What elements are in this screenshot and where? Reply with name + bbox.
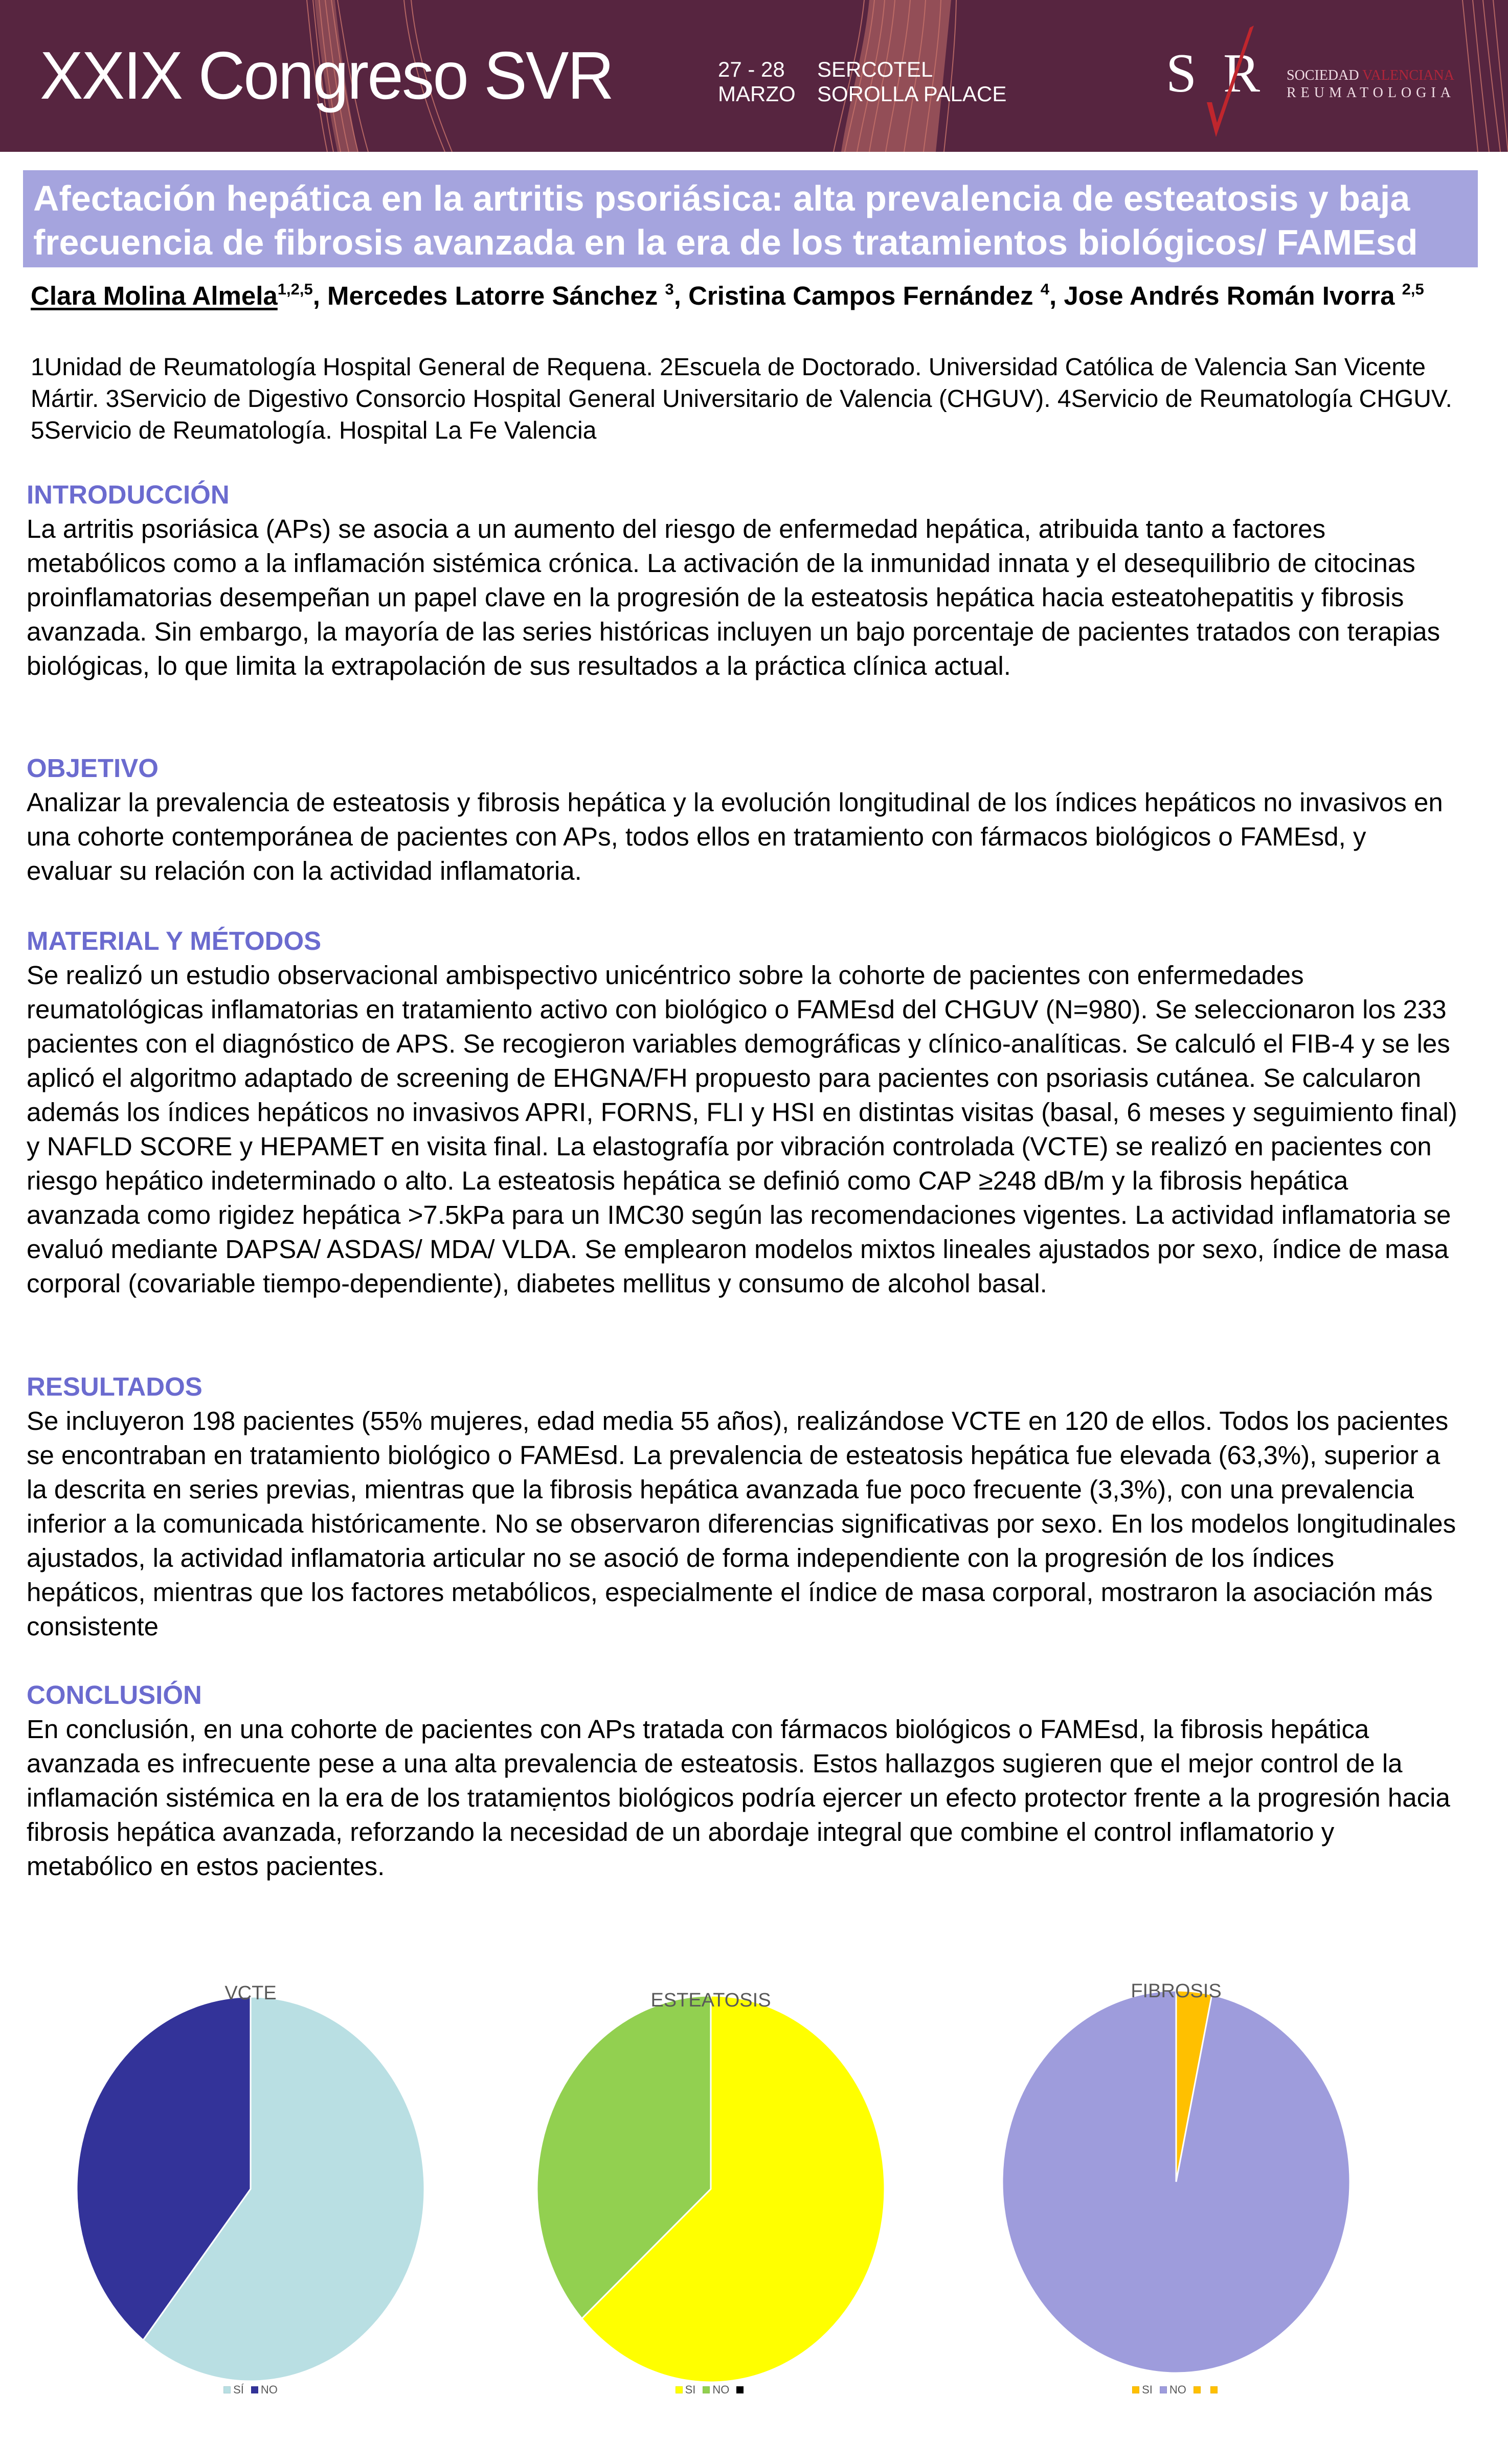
logo-letter-r: R	[1223, 43, 1261, 104]
author-list	[31, 280, 1462, 312]
author: , Cristina Campos Fernández	[673, 281, 1041, 310]
section-conclusion	[27, 1678, 1458, 1883]
pie-chart-esteatosis	[491, 1963, 931, 2413]
poster-title-line-1: Afectación hepática en la artritis psoriásica: alta prevalencia de esteatosis y baja	[33, 178, 1410, 218]
pie-chart-vcte	[31, 1963, 470, 2413]
logo-sociedad-valenciana	[1287, 67, 1454, 84]
legend-label: NO	[1169, 2383, 1186, 2396]
logo-word-sociedad: SOCIEDAD	[1287, 67, 1359, 83]
author-affiliation-sup: 3	[665, 280, 674, 298]
legend-swatch	[1194, 2386, 1201, 2393]
section-body: Se incluyeron 198 pacientes (55% mujeres, edad media 55 años), realizándose VCTE en 120 de ellos. Todos los pacientes se encontraban en tratamiento biológico o FAMEsd. La prevalencia de esteatosis hepática fue elevada (63,3%), superior a la descrita en series previas, mientras que la fibrosis hepática avanzada fue poco frecuente (3,3%), con una prevalencia inferior a la comunicada históricamente. No se observaron diferencias significativas por sexo. En los modelos longitudinales ajustados, la actividad inflamatoria articular no se asoció de forma independiente con la progresión de los índices hepáticos, mientras que los factores metabólicos, especialmente el índice de masa corporal, mostraron la asociación más consistente	[27, 1406, 1456, 1641]
chart-legend	[31, 2383, 470, 2397]
chart-title: FIBROSIS	[1131, 1980, 1222, 2002]
legend-label: SI	[685, 2383, 696, 2396]
legend-swatch	[223, 2386, 231, 2393]
checkmark-icon	[1186, 26, 1261, 143]
chart-legend	[956, 2383, 1396, 2397]
conference-name: XXIX Congreso SVR	[40, 38, 613, 113]
legend-label: NO	[260, 2383, 278, 2396]
svr-logo	[1166, 43, 1455, 123]
pie-chart-fibrosis	[956, 1963, 1396, 2413]
author: , Jose Andrés Román Ivorra	[1049, 281, 1402, 310]
legend-item	[1132, 2383, 1153, 2397]
legend-swatch	[251, 2386, 258, 2393]
section-introduction	[27, 478, 1458, 683]
section-body: En conclusión, en una cohorte de pacientes con APs tratada con fármacos biológicos o FAMEsd, la fibrosis hepática avanzada es infrecuente pese a una alta prevalencia de esteatosis. Estos hallazgos sugieren que el mejor control de la inflamación sistémica en la era de los tratamiẹntos biológicos podría ejercer un efecto protector frente a la progresión hacia fibrosis hepática avanzada, reforzando la necesidad de un abordaje integral que combine el control inflamatorio y metabólico en estos pacientes.	[27, 1715, 1450, 1881]
chart-title: ESTEATOSIS	[650, 1990, 771, 2011]
pie-slice-no	[1002, 1991, 1350, 2373]
affiliations: 1Unidad de Reumatología Hospital General de Requena. 2Escuela de Doctorado. Universidad Católica de Valencia San Vicente Mártir. 3Servicio de Digestivo Consorcio Hospital General Universitario de Valencia (CHGUV). 4Servicio de Reumatología CHGUV. 5Servicio de Reumatología. Hospital La Fe Valencia	[31, 354, 1452, 444]
legend-swatch	[703, 2386, 710, 2393]
legend-swatch	[1160, 2386, 1167, 2393]
legend-label: SÍ	[233, 2383, 244, 2396]
legend-label: NO	[712, 2383, 730, 2396]
legend-item	[1194, 2386, 1203, 2393]
legend-item	[676, 2383, 696, 2397]
legend-item	[223, 2383, 244, 2397]
legend-label: SI	[1142, 2383, 1153, 2396]
legend-item	[1160, 2383, 1186, 2397]
section-heading: CONCLUSIÓN	[27, 1680, 202, 1709]
venue-name: SERCOTEL	[817, 57, 933, 81]
pie-svg	[956, 1963, 1396, 2382]
congress-header-banner	[0, 0, 1508, 152]
author-affiliation-sup: 1,2,5	[277, 280, 313, 298]
legend-swatch	[736, 2386, 744, 2393]
event-date-venue	[718, 57, 1006, 106]
event-month: MARZO	[718, 82, 796, 106]
author-affiliation-sup: 2,5	[1402, 280, 1424, 298]
author: , Mercedes Latorre Sánchez	[312, 281, 665, 310]
logo-letter-s: S	[1166, 43, 1197, 104]
legend-item	[703, 2383, 729, 2397]
poster-title-line-2: frecuencia de fibrosis avanzada en la era de los tratamientos biológicos/ FAMEsd	[33, 222, 1418, 262]
pie-svg	[491, 1963, 931, 2382]
section-heading: MATERIAL Y MÉTODOS	[27, 926, 322, 955]
section-results	[27, 1370, 1458, 1644]
section-heading: OBJETIVO	[27, 754, 159, 783]
section-heading: INTRODUCCIÓN	[27, 480, 230, 509]
section-heading: RESULTADOS	[27, 1372, 202, 1401]
pie-svg	[31, 1963, 470, 2382]
chart-title: VCTE	[224, 1982, 277, 2004]
presenting-author: Clara Molina Almela	[31, 281, 278, 310]
section-methods	[27, 924, 1458, 1301]
poster-title-box	[23, 170, 1478, 267]
legend-swatch	[1132, 2386, 1139, 2393]
logo-word-valenciana: VALENCIANA	[1362, 67, 1454, 83]
chart-legend	[491, 2383, 931, 2397]
author-affiliation-sup: 4	[1040, 280, 1049, 298]
section-objective	[27, 751, 1458, 888]
logo-reumatologia: REUMATOLOGIA	[1287, 85, 1455, 101]
legend-swatch	[1210, 2386, 1218, 2393]
legend-swatch	[676, 2386, 683, 2393]
section-body: Analizar la prevalencia de esteatosis y fibrosis hepática y la evolución longitudinal de los índices hepáticos no invasivos en una cohorte contemporánea de pacientes con APs, todos ellos en tratamiento con fármacos biológicos o FAMEsd, y evaluar su relación con la actividad inflamatoria.	[27, 788, 1443, 885]
legend-item	[251, 2383, 278, 2397]
venue-name-2: SOROLLA PALACE	[817, 82, 1007, 106]
legend-item	[736, 2386, 746, 2393]
section-body: Se realizó un estudio observacional ambispectivo unicéntrico sobre la cohorte de pacientes con enfermedades reumatológicas inflamatorias en tratamiento activo con biológico o FAMEsd del CHGUV (N=980). Se seleccionaron los 233 pacientes con el diagnóstico de APS. Se recogieron variables demográficas y clínico-analíticas. Se calculó el FIB-4 y se les aplicó el algoritmo adaptado de screening de EHGNA/FH propuesto para pacientes con psoriasis cutánea. Se calcularon además los índices hepáticos no invasivos APRI, FORNS, FLI y HSI en distintas visitas (basal, 6 meses y seguimiento final) y NAFLD SCORE y HEPAMET en visita final. La elastografía por vibración controlada (VCTE) se realizó en pacientes con riesgo hepático indeterminado o alto. La esteatosis hepática se definió como CAP ≥248 dB/m y la fibrosis hepática avanzada como rigidez hepática >7.5kPa para un IMC30 según las recomendaciones vigentes. La actividad inflamatoria se evaluó mediante DAPSA/ ASDAS/ MDA/ VLDA. Se emplearon modelos mixtos lineales ajustados por sexo, índice de masa corporal (covariable tiempo-dependiente), diabetes mellitus y consumo de alcohol basal.	[27, 961, 1457, 1298]
legend-item	[1210, 2386, 1220, 2393]
event-dates: 27 - 28	[718, 57, 785, 81]
section-body: La artritis psoriásica (APs) se asocia a un aumento del riesgo de enfermedad hepática, atribuida tanto a factores metabólicos como a la inflamación sistémica crónica. La activación de la inmunidad innata y el desequilibrio de citocinas proinflamatorias desempeñan un papel clave en la progresión de la esteatosis hepática hacia esteatohepatitis y fibrosis avanzada. Sin embargo, la mayoría de las series históricas incluyen un bajo porcentaje de pacientes tratados con terapias biológicas, lo que limita la extrapolación de sus resultados a la práctica clínica actual.	[27, 514, 1441, 680]
